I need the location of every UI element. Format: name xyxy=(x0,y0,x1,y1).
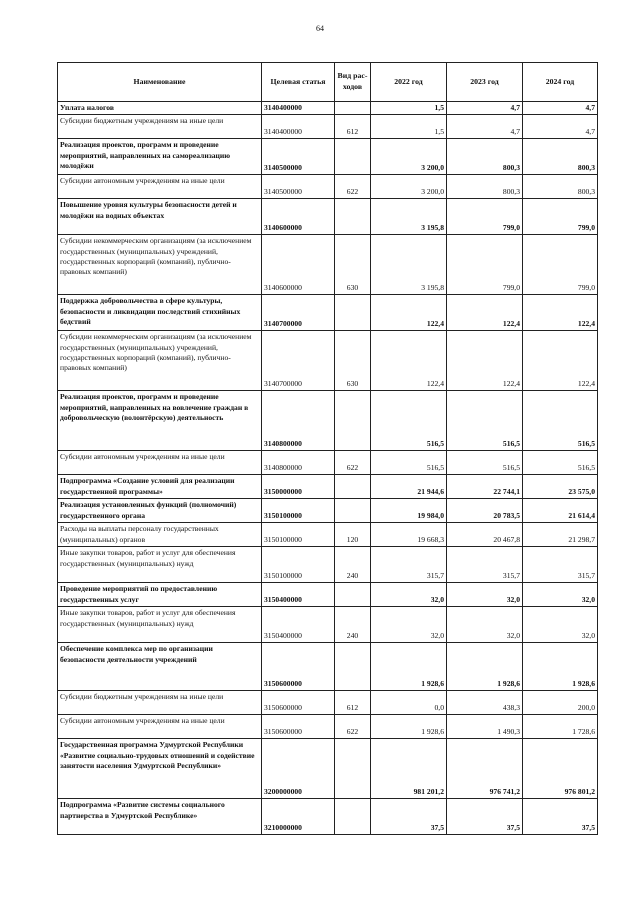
row-kind: 240 xyxy=(335,607,371,643)
row-value-2022: 516,5 xyxy=(371,451,447,475)
table-row xyxy=(58,102,598,115)
row-code: 3150400000 xyxy=(262,583,335,607)
row-value-2023: 4,7 xyxy=(447,115,523,139)
table-row xyxy=(58,115,598,139)
row-code: 3140700000 xyxy=(262,331,335,391)
row-value-2022: 3 200,0 xyxy=(371,175,447,199)
row-code: 3150000000 xyxy=(262,475,335,499)
row-kind xyxy=(335,295,371,331)
row-code: 3150600000 xyxy=(262,715,335,739)
row-kind: 630 xyxy=(335,331,371,391)
row-kind: 240 xyxy=(335,547,371,583)
table-row xyxy=(58,607,598,643)
row-kind: 120 xyxy=(335,523,371,547)
row-value-2023: 32,0 xyxy=(447,583,523,607)
row-name: Субсидии автономным учреждениям на иные цели xyxy=(58,715,262,739)
table-row xyxy=(58,583,598,607)
row-value-2022: 19 984,0 xyxy=(371,499,447,523)
page-number: 64 xyxy=(316,24,324,33)
row-value-2024: 4,7 xyxy=(523,115,598,139)
row-name: Иные закупки товаров, работ и услуг для обеспечения государственных (муниципальных) нужд xyxy=(58,607,262,643)
row-code: 3210000000 xyxy=(262,799,335,835)
row-value-2023: 1 928,6 xyxy=(447,643,523,691)
row-code: 3140800000 xyxy=(262,451,335,475)
row-name: Государственная программа Удмуртской Республики «Развитие социально-трудовых отношений и содействие занятости населения Удмуртской Республики» xyxy=(58,739,262,799)
row-value-2023: 122,4 xyxy=(447,331,523,391)
row-value-2022: 19 668,3 xyxy=(371,523,447,547)
row-value-2024: 32,0 xyxy=(523,607,598,643)
row-value-2023: 800,3 xyxy=(447,175,523,199)
row-value-2022: 1,5 xyxy=(371,115,447,139)
row-value-2024: 200,0 xyxy=(523,691,598,715)
row-value-2024: 32,0 xyxy=(523,583,598,607)
row-value-2023: 122,4 xyxy=(447,295,523,331)
header-2023: 2023 год xyxy=(447,63,523,102)
row-value-2022: 37,5 xyxy=(371,799,447,835)
row-value-2023: 22 744,1 xyxy=(447,475,523,499)
row-name: Обеспечение комплекса мер по организации безопасности деятельности учреждений xyxy=(58,643,262,691)
row-name: Реализация проектов, программ и проведение мероприятий, направленных на самореализацию молодёжи xyxy=(58,139,262,175)
row-value-2022: 32,0 xyxy=(371,607,447,643)
table-row xyxy=(58,643,598,691)
row-value-2023: 1 490,3 xyxy=(447,715,523,739)
row-code: 3140500000 xyxy=(262,175,335,199)
table-header-row xyxy=(58,63,598,102)
row-value-2022: 122,4 xyxy=(371,295,447,331)
row-kind: 622 xyxy=(335,715,371,739)
header-2022: 2022 год xyxy=(371,63,447,102)
row-code: 3150100000 xyxy=(262,547,335,583)
row-value-2024: 37,5 xyxy=(523,799,598,835)
row-value-2024: 4,7 xyxy=(523,102,598,115)
table-row xyxy=(58,331,598,391)
row-value-2022: 1,5 xyxy=(371,102,447,115)
row-value-2024: 800,3 xyxy=(523,139,598,175)
row-value-2024: 1 728,6 xyxy=(523,715,598,739)
header-kind: Вид рас-ходов xyxy=(335,63,371,102)
row-value-2024: 516,5 xyxy=(523,391,598,451)
row-kind: 612 xyxy=(335,691,371,715)
row-kind xyxy=(335,139,371,175)
row-value-2022: 981 201,2 xyxy=(371,739,447,799)
table-row xyxy=(58,391,598,451)
row-code: 3200000000 xyxy=(262,739,335,799)
row-value-2023: 516,5 xyxy=(447,391,523,451)
row-name: Реализация проектов, программ и проведение мероприятий, направленных на вовлечение граждан в добровольческую (волонтёрскую) деятельность xyxy=(58,391,262,451)
table-row xyxy=(58,199,598,235)
row-value-2023: 976 741,2 xyxy=(447,739,523,799)
row-code: 3150400000 xyxy=(262,607,335,643)
row-value-2022: 21 944,6 xyxy=(371,475,447,499)
row-code: 3140600000 xyxy=(262,235,335,295)
row-name: Иные закупки товаров, работ и услуг для обеспечения государственных (муниципальных) нужд xyxy=(58,547,262,583)
row-value-2022: 3 200,0 xyxy=(371,139,447,175)
header-name: Наименование xyxy=(58,63,262,102)
row-code: 3150100000 xyxy=(262,523,335,547)
row-kind xyxy=(335,499,371,523)
row-value-2023: 20 467,8 xyxy=(447,523,523,547)
row-name: Поддержка добровольчества в сфере культуры, безопасности и ликвидации последствий стихийных бедствий xyxy=(58,295,262,331)
table-row xyxy=(58,799,598,835)
row-value-2022: 32,0 xyxy=(371,583,447,607)
table-row xyxy=(58,295,598,331)
row-value-2022: 0,0 xyxy=(371,691,447,715)
row-value-2024: 799,0 xyxy=(523,199,598,235)
table-row xyxy=(58,715,598,739)
row-name: Субсидии автономным учреждениям на иные цели xyxy=(58,451,262,475)
row-value-2022: 516,5 xyxy=(371,391,447,451)
row-kind: 630 xyxy=(335,235,371,295)
row-value-2024: 23 575,0 xyxy=(523,475,598,499)
row-name: Уплата налогов xyxy=(58,102,262,115)
row-value-2024: 976 801,2 xyxy=(523,739,598,799)
row-kind xyxy=(335,102,371,115)
row-value-2022: 1 928,6 xyxy=(371,715,447,739)
row-code: 3150600000 xyxy=(262,643,335,691)
row-value-2024: 21 298,7 xyxy=(523,523,598,547)
row-code: 3140400000 xyxy=(262,102,335,115)
row-value-2024: 516,5 xyxy=(523,451,598,475)
row-value-2023: 799,0 xyxy=(447,199,523,235)
row-name: Повышение уровня культуры безопасности детей и молодёжи на водных объектах xyxy=(58,199,262,235)
row-name: Реализация установленных функций (полномочий) государственного органа xyxy=(58,499,262,523)
row-kind xyxy=(335,643,371,691)
row-name: Субсидии некоммерческим организациям (за исключением государственных (муниципальных) учреждений, государственных корпораций (компаний), публично-правовых компаний) xyxy=(58,235,262,295)
row-kind xyxy=(335,475,371,499)
row-name: Проведение мероприятий по предоставлению государственных услуг xyxy=(58,583,262,607)
row-name: Субсидии некоммерческим организациям (за исключением государственных (муниципальных) учреждений, государственных корпораций (компаний), публично-правовых компаний) xyxy=(58,331,262,391)
row-code: 3140500000 xyxy=(262,139,335,175)
row-code: 3150600000 xyxy=(262,691,335,715)
row-name: Субсидии бюджетным учреждениям на иные цели xyxy=(58,691,262,715)
header-2024: 2024 год xyxy=(523,63,598,102)
row-value-2023: 438,3 xyxy=(447,691,523,715)
row-value-2024: 21 614,4 xyxy=(523,499,598,523)
row-value-2023: 800,3 xyxy=(447,139,523,175)
row-name: Субсидии автономным учреждениям на иные цели xyxy=(58,175,262,199)
row-value-2023: 20 783,5 xyxy=(447,499,523,523)
row-kind xyxy=(335,199,371,235)
row-value-2022: 315,7 xyxy=(371,547,447,583)
row-value-2024: 799,0 xyxy=(523,235,598,295)
row-code: 3140700000 xyxy=(262,295,335,331)
row-kind xyxy=(335,583,371,607)
table-row xyxy=(58,451,598,475)
row-name: Расходы на выплаты персоналу государственных (муниципальных) органов xyxy=(58,523,262,547)
row-code: 3140600000 xyxy=(262,199,335,235)
row-value-2022: 122,4 xyxy=(371,331,447,391)
row-name: Подпрограмма «Создание условий для реализации государственной программы» xyxy=(58,475,262,499)
row-value-2022: 3 195,8 xyxy=(371,235,447,295)
row-value-2023: 32,0 xyxy=(447,607,523,643)
row-value-2023: 4,7 xyxy=(447,102,523,115)
row-code: 3140400000 xyxy=(262,115,335,139)
row-code: 3140800000 xyxy=(262,391,335,451)
row-kind: 622 xyxy=(335,451,371,475)
row-value-2022: 3 195,8 xyxy=(371,199,447,235)
table-row xyxy=(58,139,598,175)
row-value-2024: 800,3 xyxy=(523,175,598,199)
table-row xyxy=(58,691,598,715)
table-row xyxy=(58,235,598,295)
row-value-2023: 37,5 xyxy=(447,799,523,835)
row-kind xyxy=(335,799,371,835)
table-row xyxy=(58,175,598,199)
row-value-2023: 315,7 xyxy=(447,547,523,583)
row-kind xyxy=(335,391,371,451)
row-kind: 622 xyxy=(335,175,371,199)
row-value-2024: 122,4 xyxy=(523,331,598,391)
row-value-2022: 1 928,6 xyxy=(371,643,447,691)
row-code: 3150100000 xyxy=(262,499,335,523)
row-kind: 612 xyxy=(335,115,371,139)
table-row xyxy=(58,499,598,523)
row-name: Подпрограмма «Развитие системы социального партнерства в Удмуртской Республике» xyxy=(58,799,262,835)
row-value-2023: 799,0 xyxy=(447,235,523,295)
row-name: Субсидии бюджетным учреждениям на иные цели xyxy=(58,115,262,139)
table-row xyxy=(58,547,598,583)
row-value-2023: 516,5 xyxy=(447,451,523,475)
table-row xyxy=(58,739,598,799)
header-code: Целевая статья xyxy=(262,63,335,102)
table-row xyxy=(58,523,598,547)
budget-table xyxy=(57,62,598,835)
table-row xyxy=(58,475,598,499)
row-kind xyxy=(335,739,371,799)
row-value-2024: 1 928,6 xyxy=(523,643,598,691)
row-value-2024: 122,4 xyxy=(523,295,598,331)
row-value-2024: 315,7 xyxy=(523,547,598,583)
